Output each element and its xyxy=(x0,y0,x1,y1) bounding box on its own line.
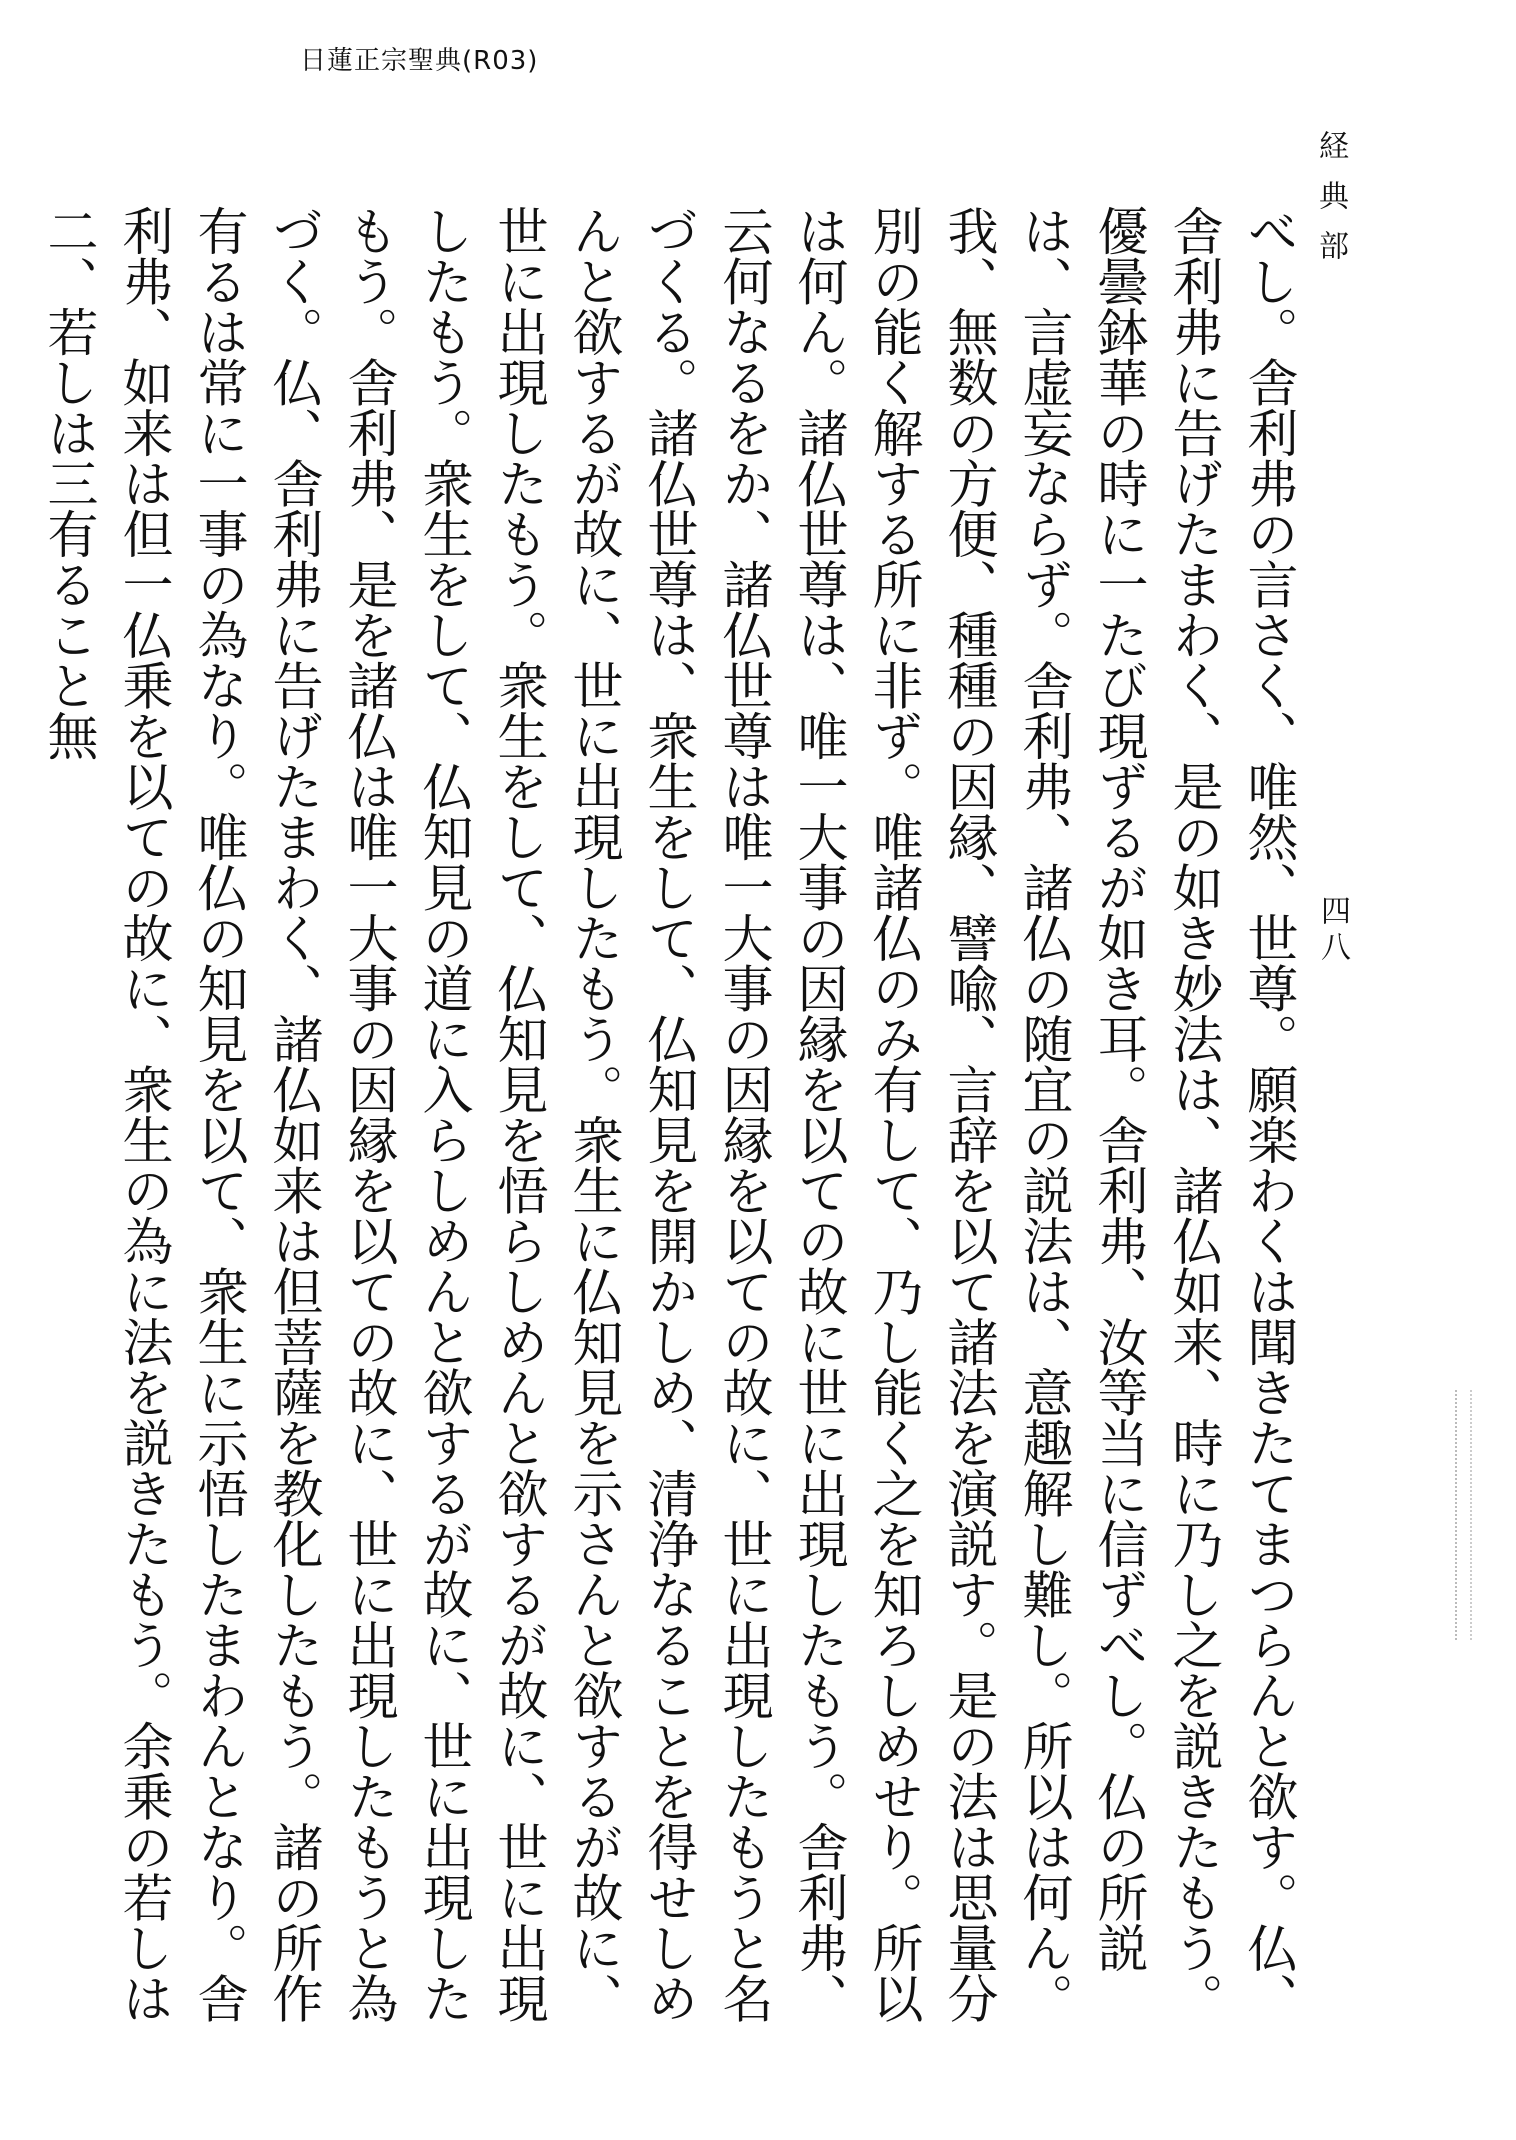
margin-dots-decoration-2 xyxy=(1470,1390,1472,1640)
section-label: 経典部 xyxy=(1313,130,1348,280)
sutra-body-text: べし。舎利弗の言さく、唯然、世尊。願楽わくは聞きたてまつらんと欲す。仏、舎利弗に告げたまわく、是の如き妙法は、諸仏如来、時に乃し之を説きたもう。優曇鉢華の時に一たび現ずるが如き耳。舎利弗、汝等当に信ずべし。仏の所説は、言虚妄ならず。舎利弗、諸仏の随宜の説法は、意趣解し難し。所以は何ん。我、無数の方便、種種の因縁、譬喩、言辞を以て諸法を演説す。是の法は思量分別の能く解する所に非ず。唯諸仏のみ有して、乃し能く之を知ろしめせり。所以は何ん。諸仏世尊は、唯一大事の因縁を以ての故に世に出現したもう。舎利弗、云何なるをか、諸仏世尊は唯一大事の因縁を以ての故に、世に出現したもうと名づくる。諸仏世尊は、衆生をして、仏知見を開かしめ、清浄なることを得せしめんと欲するが故に、世に出現したもう。衆生に仏知見を示さんと欲するが故に、世に出現したもう。衆生をして、仏知見を悟らしめんと欲するが故に、世に出現したもう。衆生をして、仏知見の道に入らしめんと欲するが故に、世に出現したもう。舎利弗、是を諸仏は唯一大事の因縁を以ての故に、世に出現したもうと為づく。仏、舎利弗に告げたまわく、諸仏如来は但菩薩を教化したもう。諸の所作有るは常に一事の為なり。唯仏の知見を以て、衆生に示悟したまわんとなり。舎利弗、如来は但一仏乗を以ての故に、衆生の為に法を説きたもう。余乗の若しは二、若しは三有ること無 xyxy=(38,205,1297,2023)
document-header-title: 日蓮正宗聖典(R03) xyxy=(300,46,539,76)
margin-dots-decoration xyxy=(1455,1390,1481,1640)
page-number: 四八 xyxy=(1315,895,1350,967)
